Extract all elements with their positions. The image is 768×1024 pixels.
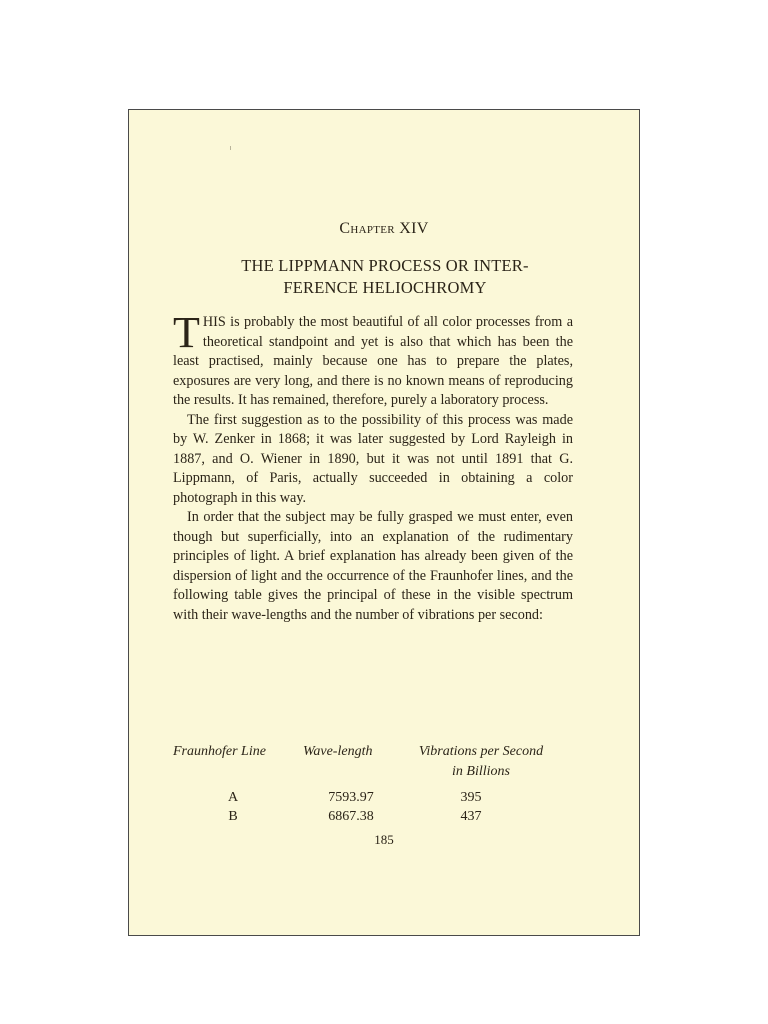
table-header-wavelength: Wave-length bbox=[303, 744, 373, 759]
chapter-title-line-1: THE LIPPMANN PROCESS OR INTER- bbox=[241, 256, 529, 275]
paragraph-1 bbox=[173, 308, 573, 411]
table-cell-line: A bbox=[227, 790, 239, 805]
table-cell-vibrations: 395 bbox=[460, 790, 482, 805]
paper-speck bbox=[230, 146, 231, 150]
table-cell-wavelength: 6867.38 bbox=[328, 809, 374, 824]
book-page bbox=[128, 109, 640, 936]
table-cell-wavelength: 7593.97 bbox=[328, 790, 374, 805]
table-header-vibrations bbox=[401, 742, 561, 782]
drop-cap: T bbox=[173, 308, 200, 357]
table-cell-line: B bbox=[228, 809, 238, 824]
paragraph-3: In order that the subject may be fully grasped we must enter, even though but superficially, into an explanation of the rudimentary principles of light. A brief explanation has already been given of the dispersion of light and the occurrence of the Fraunhofer lines, and the following table gives the principal of these in the visible spectrum with their wave-lengths and the number of vibrations per second: bbox=[173, 509, 573, 623]
table-header-line: Fraunhofer Line bbox=[173, 744, 266, 759]
paragraph-2: The first suggestion as to the possibility of this process was made by W. Zenker in 1868; it was later suggested by Lord Rayleigh in 1887, and O. Wiener in 1890, but it was not until 1891 that G. Lippmann, of Paris, actually succeeded in obtaining a color photograph in this way. bbox=[173, 411, 573, 506]
chapter-title bbox=[169, 255, 601, 299]
chapter-number: Chapter XIV bbox=[339, 220, 429, 237]
body-text bbox=[173, 308, 573, 625]
table-header-vibrations-line-2: in Billions bbox=[452, 764, 510, 779]
paragraph-1-text: HIS is probably the most beautiful of all color processes from a theoretical standpoint and yet is also that which has been the least practised, mainly because one has to prepare the plates, exposures are very long, and there is no known means of reproducing the results. It has remained, therefore, purely a laboratory process. bbox=[173, 314, 573, 408]
table-row bbox=[173, 788, 573, 807]
table-header-vibrations-line-1: Vibrations per Second bbox=[418, 744, 544, 759]
page-number: 185 bbox=[374, 832, 394, 847]
table-cell-vibrations: 437 bbox=[460, 809, 482, 824]
table-row bbox=[173, 807, 573, 826]
chapter-title-line-2: FERENCE HELIOCHROMY bbox=[283, 278, 487, 297]
